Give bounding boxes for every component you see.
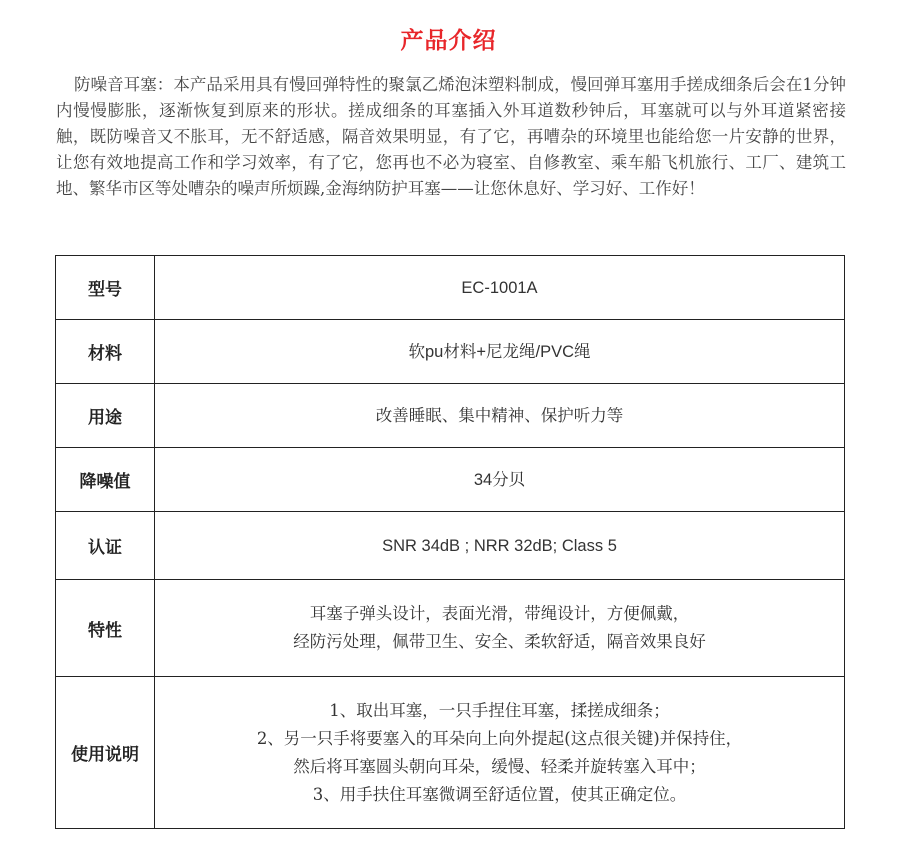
intro-paragraph: 防噪音耳塞：本产品采用具有慢回弹特性的聚氯乙烯泡沫塑料制成，慢回弹耳塞用手搓成细条后会在1分钟内慢慢膨胀，逐渐恢复到原来的形状。搓成细条的耳塞插入外耳道数秒钟后，耳塞就可以与外耳道紧密接触，既防噪音又不胀耳，无不舒适感，隔音效果明显，有了它，再嘈杂的环境里也能给您一片安静的世界，让您有效地提高工作和学习效率，有了它，您再也不必为寝室、自修教室、乘车船飞机旅行、工厂、建筑工地、繁华市区等处嘈杂的噪声所烦躁,金海纳防护耳塞——让您休息好、学习好、工作好！ — [56, 75, 846, 198]
instructions-step: 然后将耳塞圆头朝向耳朵，缓慢、轻柔并旋转塞入耳中； — [293, 756, 706, 776]
table-row-certification — [56, 512, 845, 580]
features-label: 特性 — [56, 580, 155, 677]
table-row-material — [56, 320, 845, 384]
noise-reduction-label: 降噪值 — [56, 448, 155, 512]
table-row-features — [56, 580, 845, 677]
material-value: 软pu材料+尼龙绳/PVC绳 — [155, 320, 845, 384]
table-row-noise-reduction — [56, 448, 845, 512]
instructions-value — [155, 677, 845, 829]
table-row-usage — [56, 384, 845, 448]
instructions-step: 3、用手扶住耳塞微调至舒适位置，使其正确定位。 — [312, 784, 687, 804]
page-title: 产品介绍 — [400, 27, 497, 54]
instructions-step: 2、另一只手将要塞入的耳朵向上向外提起(这点很关键)并保持住， — [256, 728, 743, 748]
instructions-step: 1、取出耳塞，一只手捏住耳塞，揉搓成细条； — [329, 700, 670, 720]
model-label: 型号 — [56, 256, 155, 320]
instructions-label: 使用说明 — [56, 677, 155, 829]
table-row-model — [56, 256, 845, 320]
features-value — [155, 580, 845, 677]
features-line: 耳塞子弹头设计，表面光滑，带绳设计，方便佩戴， — [309, 604, 690, 623]
certification-label: 认证 — [56, 512, 155, 580]
table-row-instructions — [56, 677, 845, 829]
certification-value: SNR 34dB ; NRR 32dB; Class 5 — [155, 512, 845, 580]
spec-table — [55, 255, 845, 829]
material-label: 材料 — [56, 320, 155, 384]
usage-value: 改善睡眠、集中精神、保护听力等 — [155, 384, 845, 448]
noise-reduction-value: 34分贝 — [155, 448, 845, 512]
usage-label: 用途 — [56, 384, 155, 448]
features-line: 经防污处理，佩带卫生、安全、柔软舒适，隔音效果良好 — [293, 632, 706, 651]
model-value: EC-1001A — [155, 256, 845, 320]
